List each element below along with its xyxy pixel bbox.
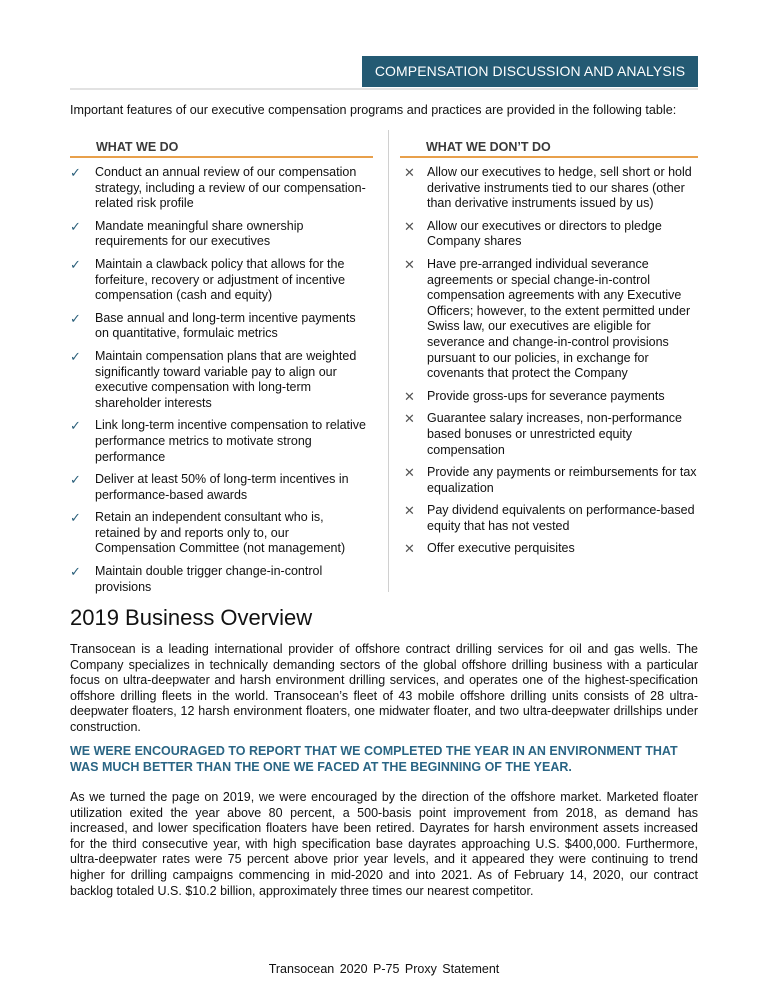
- what-we-do-list: [70, 165, 370, 602]
- list-item-text: Maintain double trigger change-in-control provisions: [95, 564, 323, 594]
- list-item: [70, 257, 370, 304]
- list-item-text: Deliver at least 50% of long-term incentives in performance-based awards: [95, 472, 349, 502]
- list-item-text: Allow our executives or directors to pledge Company shares: [427, 218, 662, 249]
- list-item-text: Offer executive perquisites: [427, 541, 575, 556]
- column-divider: [388, 130, 389, 592]
- check-icon: ✓: [70, 564, 81, 580]
- list-item: [402, 411, 698, 458]
- list-item-text: Have pre-arranged individual severance agreements or special change-in-control compensation agreements with any Executive Officers; however, to the extent permitted under Swiss law, our executives are eligible for severance and change-in-control provisions pursuant to our policies, in exchange for covenants that protect the Company: [427, 256, 691, 381]
- list-item-text: Link long-term incentive compensation to relative performance metrics to motivate strong performance: [95, 418, 366, 464]
- list-item: [70, 219, 370, 250]
- list-item: [70, 510, 370, 557]
- list-item: [70, 418, 370, 465]
- x-icon: ✕: [404, 411, 415, 427]
- header-rule: [70, 88, 698, 90]
- list-item-text: Provide any payments or reimbursements for tax equalization: [427, 465, 697, 495]
- x-icon: ✕: [404, 165, 415, 180]
- intro-text: Important features of our executive compensation programs and practices are provided in the following table:: [70, 103, 677, 117]
- list-item-text: Mandate meaningful share ownership requirements for our executives: [95, 218, 304, 249]
- list-item-text: Provide gross-ups for severance payments: [427, 388, 665, 403]
- list-item: [402, 541, 698, 557]
- section-heading: 2019 Business Overview: [70, 605, 313, 630]
- list-item: [402, 219, 698, 250]
- check-icon: ✓: [70, 472, 81, 488]
- check-icon: ✓: [70, 256, 81, 272]
- list-item-text: Conduct an annual review of our compensation strategy, including a review of our compensation-related risk profile: [95, 165, 366, 211]
- list-item: [70, 472, 370, 503]
- check-icon: ✓: [70, 165, 81, 180]
- check-icon: ✓: [70, 510, 81, 526]
- list-item: [70, 349, 370, 411]
- check-icon: ✓: [70, 418, 81, 434]
- what-we-dont-do-heading: WHAT WE DON’T DO: [400, 140, 698, 158]
- list-item: [70, 564, 370, 595]
- market-paragraph: As we turned the page on 2019, we were encouraged by the direction of the offshore market. Marketed floater utilization exited the year above 80 percent, a 500-basis point improvement from 2018, as demand has increased, and lower specification floaters have been retired. Dayrates for harsh environment assets increased for the third consecutive year, with high specification base dayrates approaching U.S. $400,000. Furthermore, ultra-deepwater rates were 75 percent above prior year levels, and it appeared they were continuing to trend higher for drilling campaigns commencing in mid-2020 and into 2021. As of February 14, 2020, our contract backlog totaled U.S. $10.2 billion, approximately three times our nearest competitor.: [70, 790, 698, 898]
- list-item: [402, 503, 698, 534]
- overview-paragraph: Transocean is a leading international provider of offshore contract drilling services for oil and gas wells. The Company specializes in technically demanding sectors of the global offshore drilling business with a particular focus on ultra-deepwater and harsh environment drilling services, and operates one of the highest-specification offshore drilling fleets in the world. Transocean’s fleet of 43 mobile offshore drilling units consists of 28 ultra-deepwater floaters, 12 harsh environment floaters, one midwater floater, and two ultra-deepwater drillships under construction.: [70, 642, 698, 734]
- x-icon: ✕: [404, 388, 415, 404]
- x-icon: ✕: [404, 541, 415, 557]
- what-we-dont-do-list: [402, 165, 698, 564]
- subheading: WE WERE ENCOURAGED TO REPORT THAT WE COMPLETED THE YEAR IN AN ENVIRONMENT THAT WAS MUCH BETTER THAN THE ONE WE FACED AT THE BEGINNING OF THE YEAR.: [70, 744, 678, 774]
- page-footer: Transocean 2020 P-75 Proxy Statement: [268, 962, 500, 976]
- list-item: [70, 165, 370, 212]
- list-item: [402, 257, 698, 382]
- list-item-text: Guarantee salary increases, non-performance based bonuses or unrestricted equity compensation: [427, 411, 682, 457]
- list-item: [402, 165, 698, 212]
- what-we-do-heading: WHAT WE DO: [70, 140, 373, 158]
- check-icon: ✓: [70, 310, 81, 326]
- list-item: [70, 311, 370, 342]
- x-icon: ✕: [404, 503, 415, 519]
- list-item-text: Maintain a clawback policy that allows for the forfeiture, recovery or adjustment of incentive compensation (cash and equity): [95, 256, 346, 303]
- list-item-text: Pay dividend equivalents on performance-based equity that has not vested: [427, 503, 695, 533]
- list-item-text: Maintain compensation plans that are weighted significantly toward variable pay to align our executive compensation with long-term shareholder interests: [95, 348, 357, 410]
- check-icon: ✓: [70, 218, 81, 234]
- check-icon: ✓: [70, 348, 81, 364]
- list-item: [402, 389, 698, 405]
- section-banner: COMPENSATION DISCUSSION AND ANALYSIS: [362, 56, 698, 87]
- x-icon: ✕: [404, 218, 415, 234]
- list-item-text: Allow our executives to hedge, sell short or hold derivative instruments tied to our shares (other than derivative instruments issued by us): [427, 165, 692, 211]
- list-item-text: Base annual and long-term incentive payments on quantitative, formulaic metrics: [95, 310, 356, 341]
- list-item: [402, 465, 698, 496]
- x-icon: ✕: [404, 256, 415, 272]
- list-item-text: Retain an independent consultant who is, retained by and reports only to, our Compensation Committee (not management): [95, 510, 346, 556]
- x-icon: ✕: [404, 465, 415, 481]
